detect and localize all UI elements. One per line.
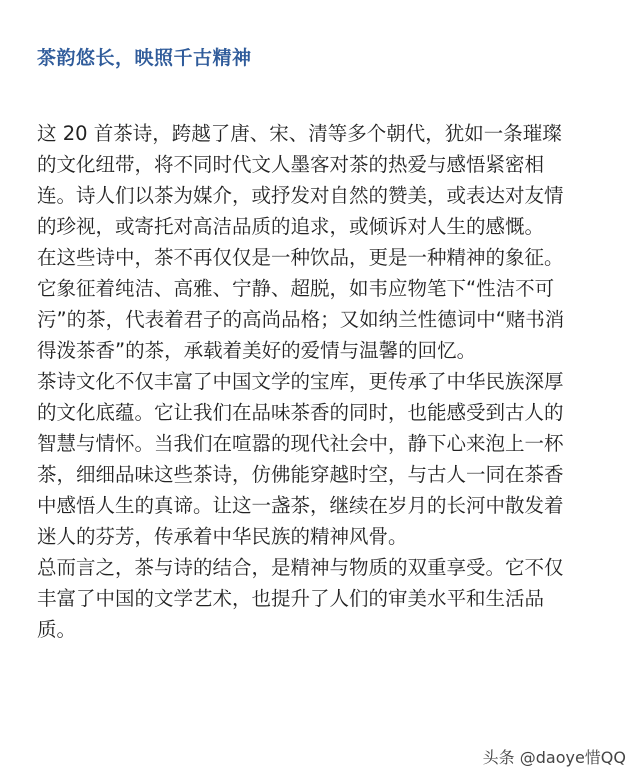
article xyxy=(37,40,609,645)
paragraph-line: 这 20 首茶诗，跨越了唐、宋、清等多个朝代，犹如一条璀璨 xyxy=(37,122,562,145)
paragraph-line: 智慧与情怀。当我们在喧嚣的现代社会中，静下心来泡上一杯 xyxy=(37,432,564,455)
paragraph-line: 中感悟人生的真谛。让这一盏茶，继续在岁月的长河中散发着 xyxy=(37,494,564,517)
paragraph-line: 的文化纽带，将不同时代文人墨客对茶的热爱与感悟紧密相 xyxy=(37,153,545,176)
paragraph-line: 污”的茶，代表着君子的高尚品格；又如纳兰性德词中“赌书消 xyxy=(37,308,565,331)
paragraph-line: 的文化底蕴。它让我们在品味茶香的同时，也能感受到古人的 xyxy=(37,401,564,424)
paragraph-line: 丰富了中国的文学艺术，也提升了人们的审美水平和生活品 xyxy=(37,587,545,610)
section-heading: 茶韵悠长，映照千古精神 xyxy=(37,47,252,69)
paragraph-line: 连。诗人们以茶为媒介，或抒发对自然的赞美，或表达对友情 xyxy=(37,184,564,207)
paragraph-line: 在这些诗中，茶不再仅仅是一种饮品，更是一种精神的象征。 xyxy=(37,246,564,269)
article-body xyxy=(37,118,609,645)
paragraph-line: 茶，细细品味这些茶诗，仿佛能穿越时空，与古人一同在茶香 xyxy=(37,463,564,486)
paragraph-line: 质。 xyxy=(37,618,77,641)
watermark-credit: 头条 @daoye惜QQ xyxy=(482,748,626,767)
paragraph-line: 的珍视，或寄托对高洁品质的追求，或倾诉对人生的感慨。 xyxy=(37,215,545,238)
paragraph xyxy=(37,242,609,366)
paragraph xyxy=(37,552,609,645)
paragraph-line: 迷人的芬芳，传承着中华民族的精神风骨。 xyxy=(37,525,408,548)
paragraph-line: 茶诗文化不仅丰富了中国文学的宝库，更传承了中华民族深厚 xyxy=(37,370,564,393)
paragraph xyxy=(37,118,609,242)
paragraph-line: 得泼茶香”的茶，承载着美好的爱情与温馨的回忆。 xyxy=(37,339,477,362)
paragraph xyxy=(37,366,609,552)
paragraph-line: 它象征着纯洁、高雅、宁静、超脱，如韦应物笔下“性洁不可 xyxy=(37,277,555,300)
paragraph-line: 总而言之，茶与诗的结合，是精神与物质的双重享受。它不仅 xyxy=(37,556,564,579)
